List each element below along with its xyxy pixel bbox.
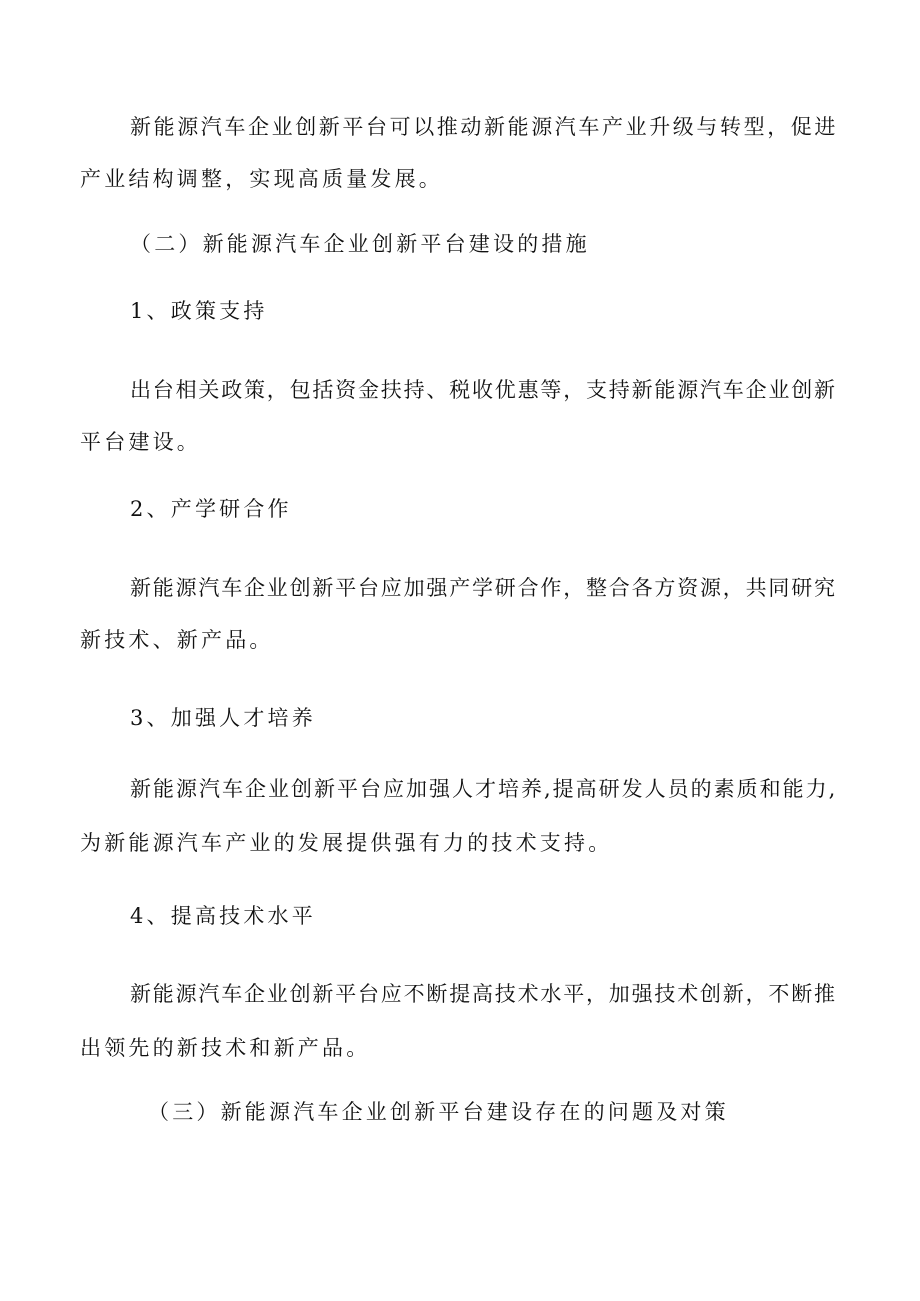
subheading-3: 3、加强人才培养 [130,706,316,730]
paragraph-2-line-1: 出台相关政策，包括资金扶持、税收优惠等，支持新能源汽车企业创新 [130,378,837,402]
paragraph-3-line-2: 新技术、新产品。 [80,628,274,652]
subheading-1: 1、政策支持 [130,299,268,323]
paragraph-5-line-1: 新能源汽车企业创新平台应不断提高技术水平，加强技术创新，不断推 [130,982,837,1006]
paragraph-2-line-2: 平台建设。 [80,430,201,454]
paragraph-5-line-2: 出领先的新技术和新产品。 [80,1036,371,1060]
subheading-2: 2、产学研合作 [130,497,292,521]
section-heading-2: （二）新能源汽车企业创新平台建设的措施 [130,232,590,256]
paragraph-1-line-1: 新能源汽车企业创新平台可以推动新能源汽车产业升级与转型，促进 [130,115,838,139]
paragraph-1-line-2: 产业结构调整，实现高质量发展。 [80,167,443,191]
paragraph-4-line-1: 新能源汽车企业创新平台应加强人才培养,提高研发人员的素质和能力, [130,777,838,801]
subheading-4: 4、提高技术水平 [130,904,316,928]
paragraph-3-line-1: 新能源汽车企业创新平台应加强产学研合作，整合各方资源，共同研究 [130,576,837,600]
section-heading-3: （三）新能源汽车企业创新平台建设存在的问题及对策 [148,1100,729,1124]
paragraph-4-line-2: 为新能源汽车产业的发展提供强有力的技术支持。 [80,831,613,855]
